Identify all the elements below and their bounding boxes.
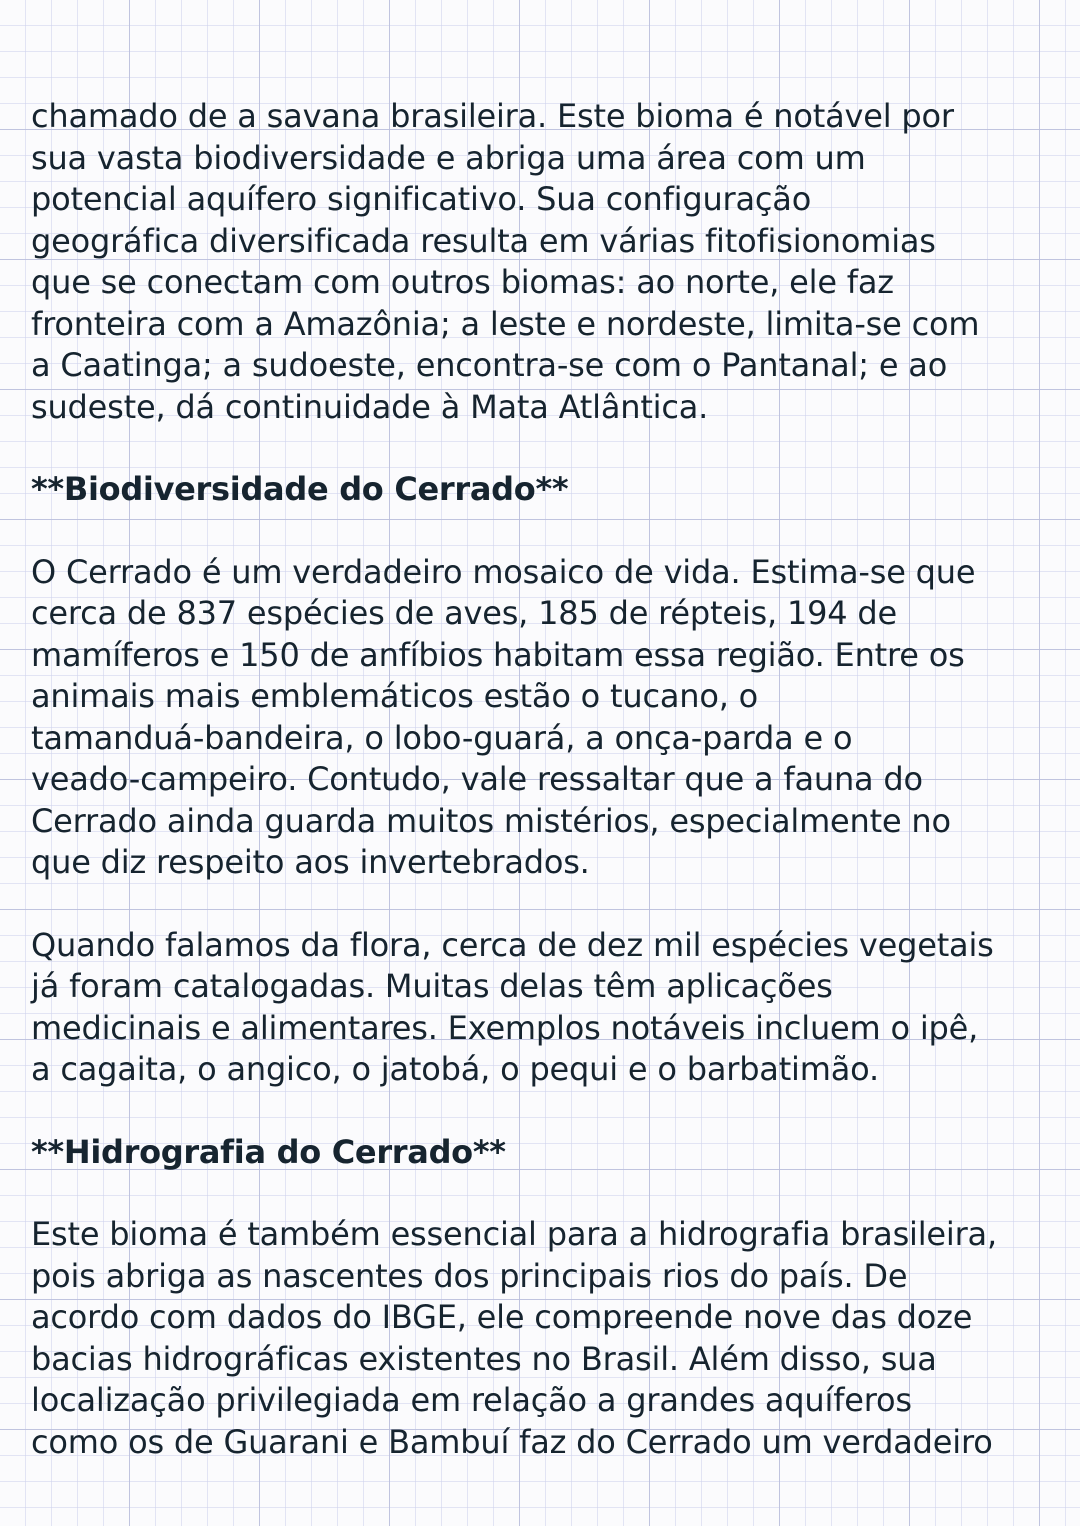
text-line: medicinais e alimentares. Exemplos notáveis incluem o ipê, xyxy=(31,1008,979,1047)
text-line: O Cerrado é um verdadeiro mosaico de vida. Estima-se que xyxy=(31,552,976,591)
heading-line: **Biodiversidade do Cerrado** xyxy=(31,470,569,508)
text-line: sudeste, dá continuidade à Mata Atlântica. xyxy=(31,387,709,426)
text-line: que diz respeito aos invertebrados. xyxy=(31,843,590,881)
text-line: localização privilegiada em relação a grandes aquíferos xyxy=(31,1381,912,1419)
heading-line: **Hidrografia do Cerrado** xyxy=(31,1132,506,1171)
text-line: mamíferos e 150 de anfíbios habitam essa região. Entre os xyxy=(31,635,965,674)
text-line: animais mais emblemáticos estão o tucano, o xyxy=(31,677,759,715)
text-paragraph xyxy=(31,925,1061,1091)
paragraph-spacer xyxy=(31,1173,1061,1214)
text-line: potencial aquífero significativo. Sua configuração xyxy=(31,180,812,218)
text-paragraph xyxy=(31,96,1061,428)
paragraph-spacer xyxy=(31,428,1061,469)
text-line: pois abriga as nascentes dos principais rios do país. De xyxy=(31,1256,908,1295)
text-paragraph xyxy=(31,552,1061,884)
text-line: bacias hidrográficas existentes no Brasil. Além disso, sua xyxy=(31,1339,937,1378)
text-line: que se conectam com outros biomas: ao norte, ele faz xyxy=(31,263,894,301)
paragraph-spacer xyxy=(31,1091,1061,1132)
paragraph-spacer xyxy=(31,884,1061,925)
text-line: chamado de a savana brasileira. Este bioma é notável por xyxy=(31,97,954,135)
text-line: cerca de 837 espécies de aves, 185 de répteis, 194 de xyxy=(31,594,897,632)
text-paragraph xyxy=(31,1214,1061,1463)
text-line: Quando falamos da flora, cerca de dez mil espécies vegetais xyxy=(31,925,994,964)
text-line: sua vasta biodiversidade e abriga uma área com um xyxy=(31,138,866,177)
top-spacer xyxy=(31,0,1061,96)
text-line: a cagaita, o angico, o jatobá, o pequi e o barbatimão. xyxy=(31,1050,879,1088)
text-line: Este bioma é também essencial para a hidrografia brasileira, xyxy=(31,1215,997,1253)
text-line: tamanduá-bandeira, o lobo-guará, a onça-parda e o xyxy=(31,718,853,757)
text-line: veado-campeiro. Contudo, vale ressaltar que a fauna do xyxy=(31,760,923,798)
text-line: como os de Guarani e Bambuí faz do Cerrado um verdadeiro xyxy=(31,1422,993,1461)
text-line: a Caatinga; a sudoeste, encontra-se com o Pantanal; e ao xyxy=(31,346,948,384)
document-body xyxy=(31,0,1061,1463)
paragraph-spacer xyxy=(31,511,1061,552)
section-heading xyxy=(31,469,1061,511)
text-line: acordo com dados do IBGE, ele compreende nove das doze xyxy=(31,1298,973,1336)
section-heading xyxy=(31,1132,1061,1174)
text-line: geográfica diversificada resulta em várias fitofisionomias xyxy=(31,221,936,260)
text-line: já foram catalogadas. Muitas delas têm aplicações xyxy=(31,967,833,1005)
text-line: Cerrado ainda guarda muitos mistérios, especialmente no xyxy=(31,801,951,840)
text-line: fronteira com a Amazônia; a leste e nordeste, limita-se com xyxy=(31,304,980,343)
